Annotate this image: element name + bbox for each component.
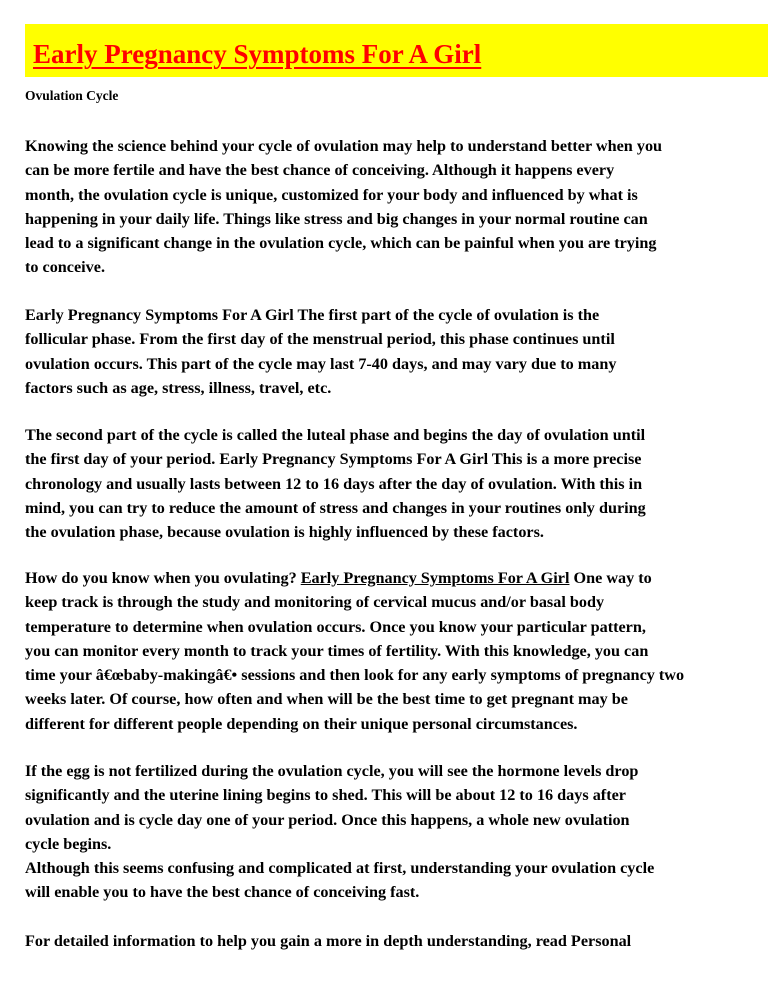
text-line: The second part of the cycle is called the luteal phase and begins the day of ovulation until	[25, 426, 646, 444]
text-line: ovulation and is cycle day one of your period. Once this happens, a whole new ovulation	[25, 810, 630, 829]
article-link[interactable]: Early Pregnancy Symptoms For A Girl	[300, 569, 570, 587]
text-line: follicular phase. From the first day of the menstrual period, this phase continues until	[25, 330, 615, 349]
text-line: will enable you to have the best chance of conceiving fast.	[25, 883, 420, 902]
text-line: If the egg is not fertilized during the ovulation cycle, you will see the hormone levels drop	[25, 762, 639, 780]
text-line: you can monitor every month to track your times of fertility. With this knowledge, you can	[25, 641, 649, 660]
text-line	[25, 566, 768, 590]
text-line: can be more fertile and have the best chance of conceiving. Although it happens every	[25, 161, 615, 180]
text-line: Knowing the science behind your cycle of ovulation may help to understand better when you	[25, 137, 663, 155]
paragraph-intro	[25, 134, 768, 280]
text-line: happening in your daily life. Things like stress and big changes in your normal routine can	[25, 209, 648, 228]
text-line: significantly and the uterine lining begins to shed. This will be about 12 to 16 days after	[25, 786, 626, 805]
document-page	[25, 24, 768, 950]
text-line: time your â€œbaby-makingâ€• sessions and then look for any early symptoms of pregnancy two	[25, 666, 685, 685]
paragraph-tracking-ovulation	[25, 566, 768, 736]
text-line: the first day of your period. Early Pregnancy Symptoms For A Girl This is a more precise	[25, 450, 642, 469]
text-line: chronology and usually lasts between 12 to 16 days after the day of ovulation. With this in	[25, 474, 643, 493]
paragraph-luteal-phase	[25, 423, 768, 544]
text-line: the ovulation phase, because ovulation is highly influenced by these factors.	[25, 523, 544, 542]
text-line: factors such as age, stress, illness, travel, etc.	[25, 378, 332, 397]
section-subtitle: Ovulation Cycle	[25, 88, 119, 103]
text-line: Although this seems confusing and complicated at first, understanding your ovulation cycle	[25, 859, 655, 878]
paragraph-detailed-info	[25, 929, 768, 953]
page-title: Early Pregnancy Symptoms For A Girl	[33, 39, 482, 69]
text-line: month, the ovulation cycle is unique, customized for your body and influenced by what is	[25, 185, 638, 204]
title-banner	[25, 24, 768, 77]
paragraph-follicular-phase	[25, 303, 768, 400]
text-segment: One way to	[569, 569, 652, 587]
text-line: For detailed information to help you gain a more in depth understanding, read Personal	[25, 932, 632, 950]
text-line: lead to a significant change in the ovulation cycle, which can be painful when you are trying	[25, 234, 657, 253]
text-segment: How do you know when you ovulating?	[25, 569, 301, 587]
text-line: temperature to determine when ovulation occurs. Once you know your particular pattern,	[25, 617, 646, 636]
text-line: Early Pregnancy Symptoms For A Girl The first part of the cycle of ovulation is the	[25, 306, 600, 324]
paragraph-new-cycle	[25, 759, 768, 905]
text-line: mind, you can try to reduce the amount of stress and changes in your routines only during	[25, 498, 646, 517]
text-line: ovulation occurs. This part of the cycle may last 7-40 days, and may vary due to many	[25, 354, 617, 373]
text-line: cycle begins.	[25, 834, 112, 853]
text-line: different for different people depending on their unique personal circumstances.	[25, 714, 578, 733]
text-line: to conceive.	[25, 258, 106, 277]
text-line: weeks later. Of course, how often and when will be the best time to get pregnant may be	[25, 690, 628, 709]
text-line: keep track is through the study and monitoring of cervical mucus and/or basal body	[25, 593, 605, 612]
